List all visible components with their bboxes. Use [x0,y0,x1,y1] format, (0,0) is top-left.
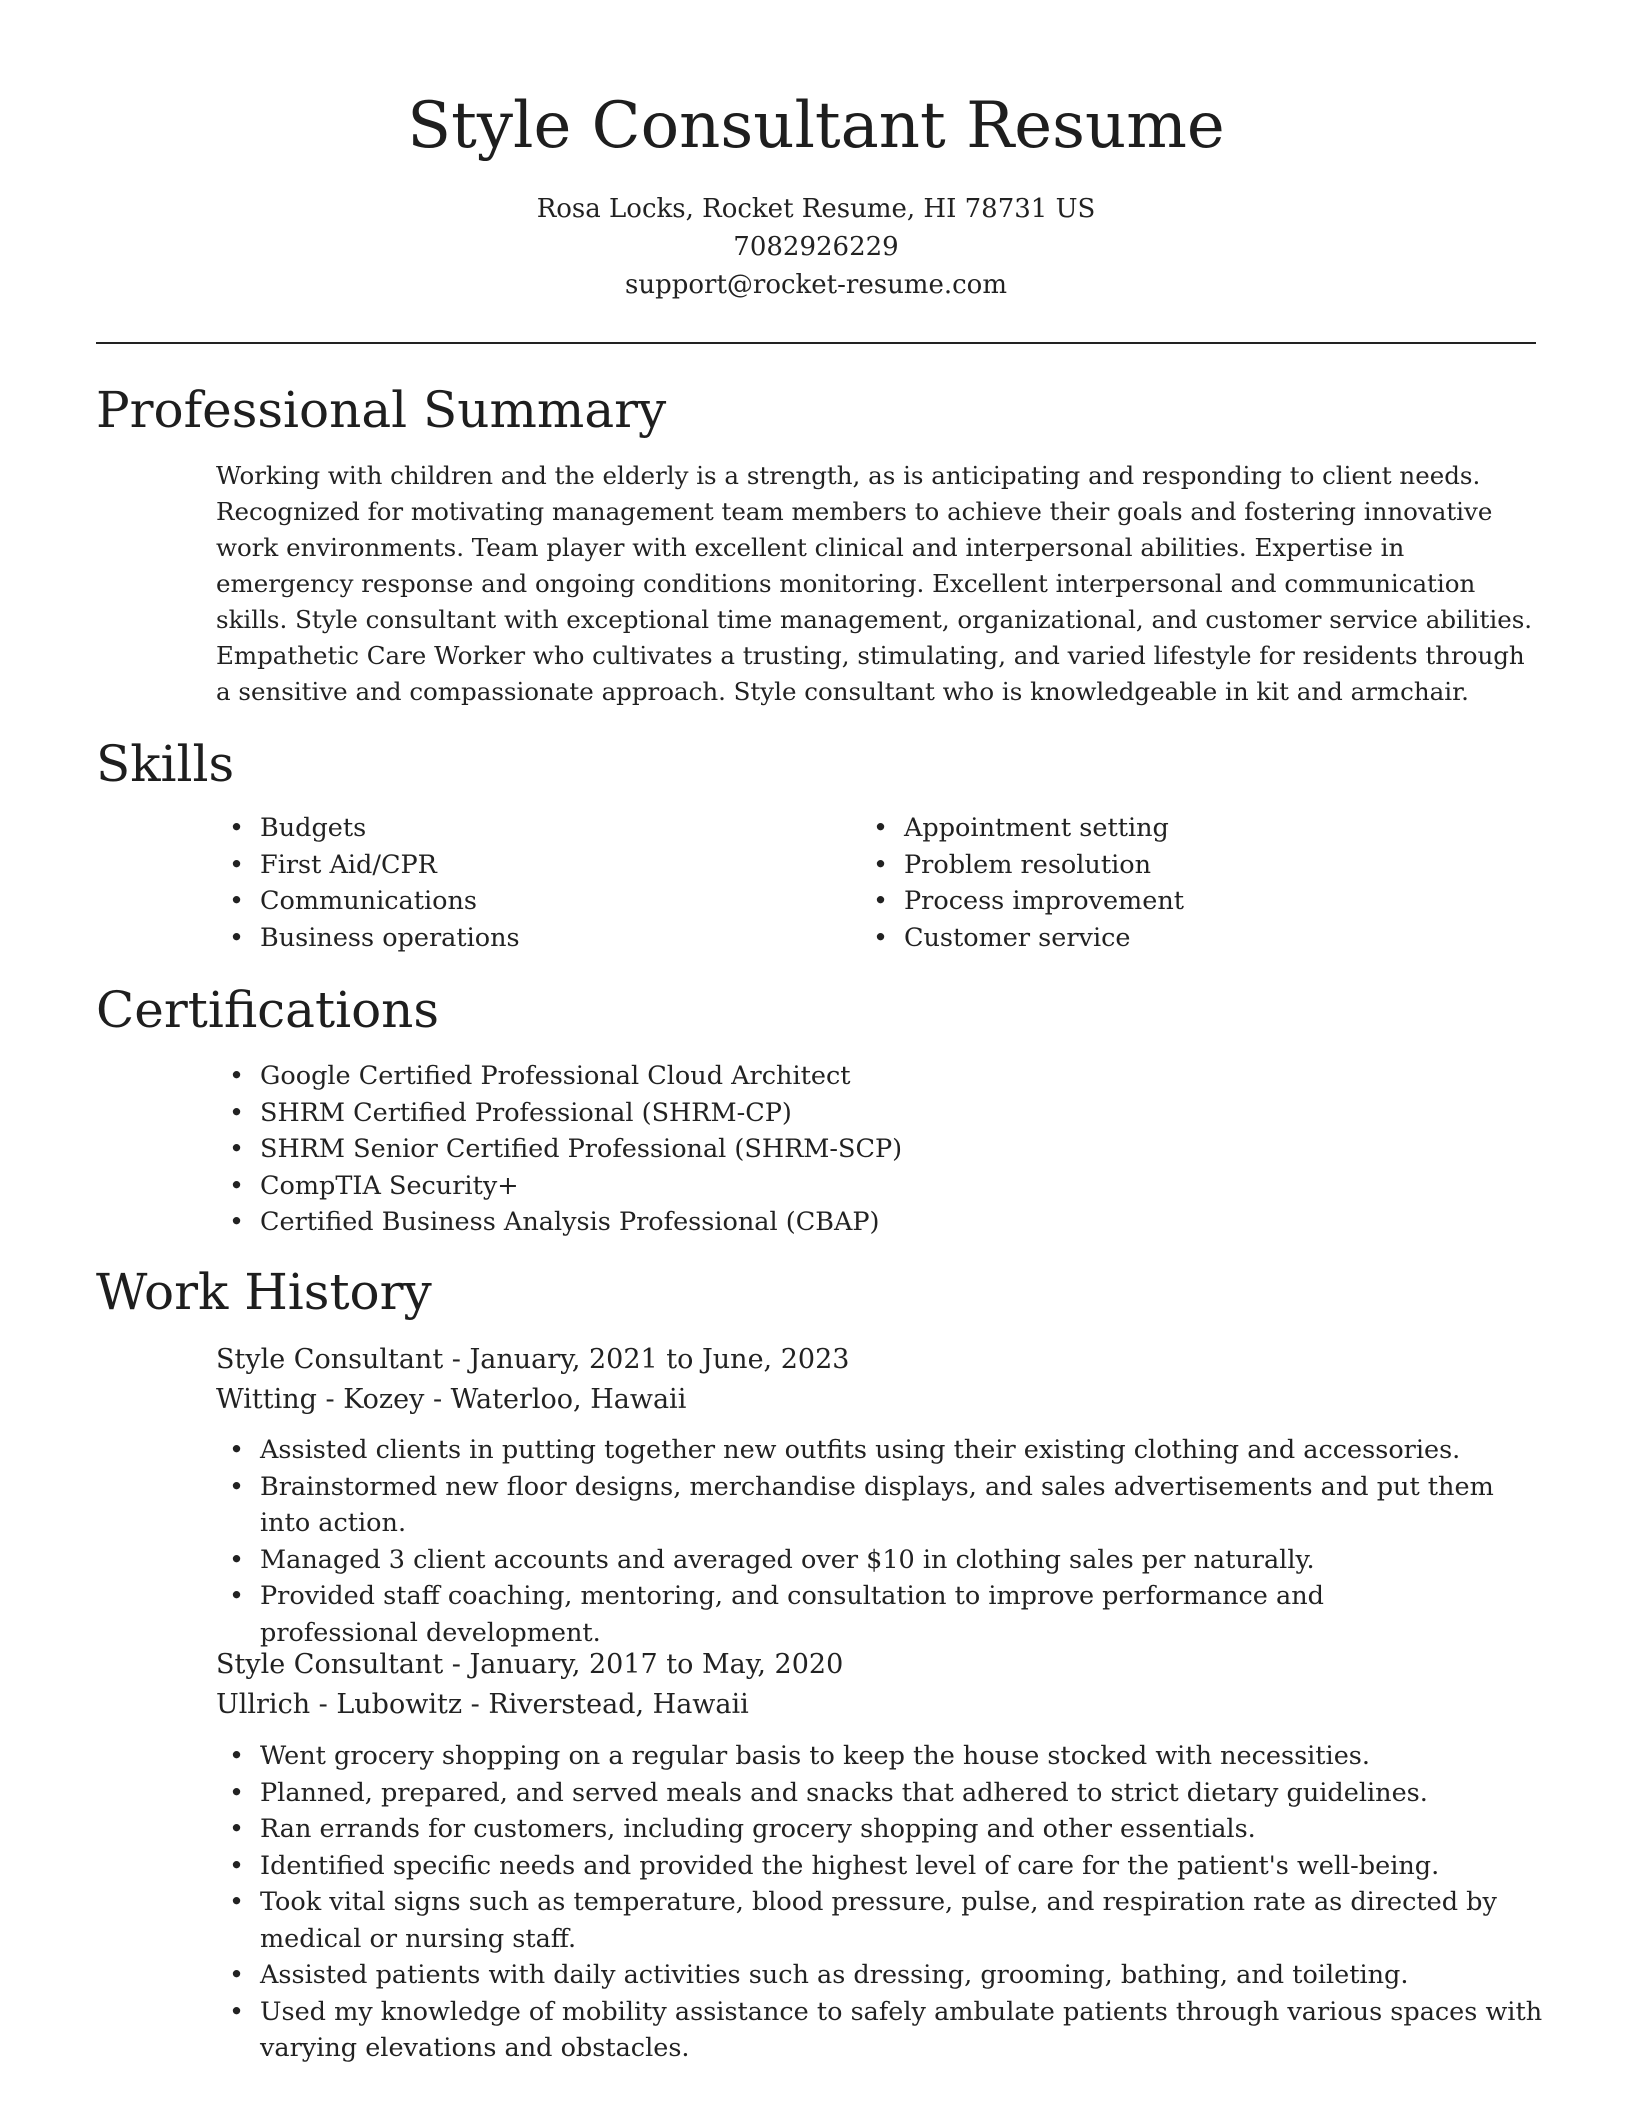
list-item: • CompTIA Security+ [216,1168,902,1205]
skills-list-right [860,810,1184,956]
list-item: • Provided staff coaching, mentoring, and consultation to improve performance and professional development. [216,1578,1546,1651]
summary-text: Working with children and the elderly is a strength, as is anticipating and responding to client needs. Recognized for motivating management team members to achieve their goals and fostering innovative work environments. Team player with excellent clinical and interpersonal abilities. Expertise in emergency response and ongoing conditions monitoring. Excellent interpersonal and communication skills. Style consultant with exceptional time management, organizational, and customer service abilities. Empathetic Care Worker who cultivates a trusting, stimulating, and varied lifestyle for residents through a sensitive and compassionate approach. Style consultant who is knowledgeable in kit and armchair. [216,461,1533,706]
job-company-line: Ullrich - Lubowitz - Riverstead, Hawaii [216,1689,749,1720]
summary-heading: Professional Summary [96,381,667,439]
list-item: • Took vital signs such as temperature, blood pressure, pulse, and respiration rate as directed by medical or nursing staff. [216,1884,1546,1957]
list-item: • Google Certified Professional Cloud Architect [216,1058,902,1095]
job-1-header [216,1340,849,1420]
list-item: • Ran errands for customers, including grocery shopping and other essentials. [216,1811,1546,1848]
job-1-bullets [216,1432,1546,1651]
contact-address: Rosa Locks, Rocket Resume, HI 78731 US [536,194,1096,224]
job-title-line: Style Consultant - January, 2021 to June, 2023 [216,1344,850,1375]
list-item: • Used my knowledge of mobility assistance to safely ambulate patients through various spaces with varying elevations and obstacles. [216,1994,1546,2067]
contact-email: support@rocket-resume.com [624,270,1007,300]
list-item: • Managed 3 client accounts and averaged over $10 in clothing sales per naturally. [216,1542,1546,1579]
list-item: • Budgets [216,810,520,847]
job-2-bullets [216,1738,1546,2067]
list-item: • Appointment setting [860,810,1184,847]
job-company-line: Witting - Kozey - Waterloo, Hawaii [216,1384,687,1415]
work-history-heading: Work History [96,1263,432,1321]
list-item: • Certified Business Analysis Professional (CBAP) [216,1204,902,1241]
header-divider [96,342,1536,344]
contact-info [0,190,1632,304]
list-item: • SHRM Senior Certified Professional (SHRM-SCP) [216,1131,902,1168]
list-item: • SHRM Certified Professional (SHRM-CP) [216,1095,902,1132]
list-item: • Process improvement [860,883,1184,920]
list-item: • Customer service [860,920,1184,957]
contact-phone: 7082926229 [733,232,899,262]
certifications-heading: Certifications [96,981,440,1039]
skills-heading: Skills [96,735,235,793]
list-item: • Planned, prepared, and served meals and snacks that adhered to strict dietary guidelines. [216,1775,1546,1812]
list-item: • Went grocery shopping on a regular basis to keep the house stocked with necessities. [216,1738,1546,1775]
list-item: • Problem resolution [860,847,1184,884]
skills-list-left [216,810,520,956]
page-title: Style Consultant Resume [407,89,1225,163]
list-item: • Assisted patients with daily activities such as dressing, grooming, bathing, and toileting. [216,1957,1546,1994]
list-item: • Brainstormed new floor designs, merchandise displays, and sales advertisements and put them into action. [216,1469,1546,1542]
list-item: • Identified specific needs and provided the highest level of care for the patient's well-being. [216,1848,1546,1885]
list-item: • Business operations [216,920,520,957]
certifications-list [216,1058,902,1241]
job-title-line: Style Consultant - January, 2017 to May, 2020 [216,1649,844,1680]
list-item: • Assisted clients in putting together new outfits using their existing clothing and accessories. [216,1432,1546,1469]
list-item: • Communications [216,883,520,920]
job-2-header [216,1645,843,1725]
list-item: • First Aid/CPR [216,847,520,884]
